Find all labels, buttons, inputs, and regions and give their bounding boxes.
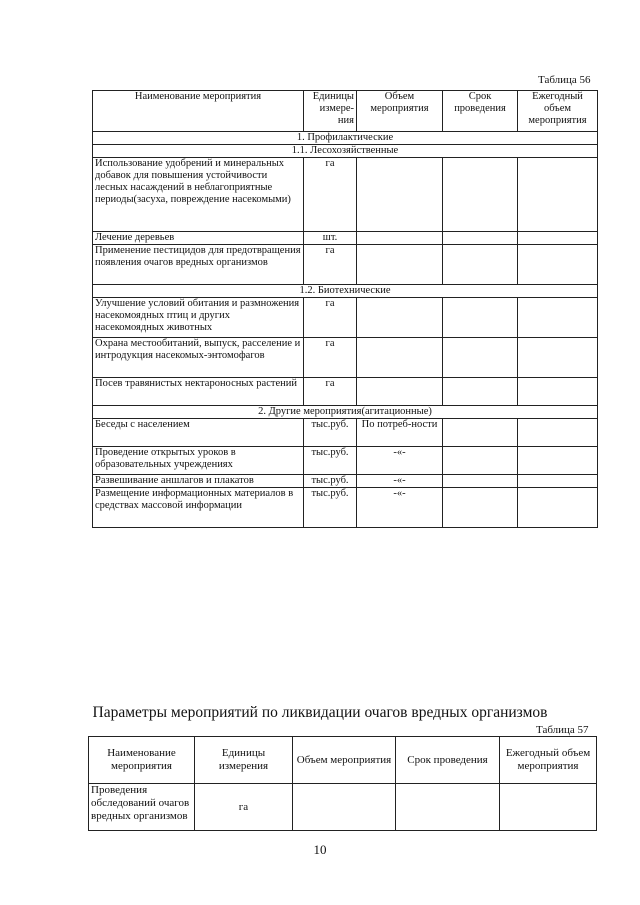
cell-name: Проведения обследований очагов вредных организмов bbox=[89, 784, 195, 831]
table-56-label: Таблица 56 bbox=[538, 74, 591, 86]
cell-term bbox=[396, 784, 500, 831]
table-row bbox=[93, 419, 598, 447]
header-volume: Объем мероприятия bbox=[357, 91, 443, 132]
table-57-label: Таблица 57 bbox=[536, 724, 589, 736]
section-title: 2. Другие мероприятия(агитационные) bbox=[93, 406, 598, 419]
cell-unit: тыс.руб. bbox=[304, 488, 357, 528]
cell-unit: тыс.руб. bbox=[304, 447, 357, 475]
cell-annual bbox=[518, 447, 598, 475]
cell-volume bbox=[357, 298, 443, 338]
header-name: Наименование мероприятия bbox=[93, 91, 304, 132]
table-row bbox=[93, 298, 598, 338]
cell-unit: га bbox=[304, 158, 357, 232]
page-number: 10 bbox=[313, 842, 327, 857]
cell-volume bbox=[357, 338, 443, 378]
cell-name: Размещение информационных материалов в средствах массовой информации bbox=[93, 488, 304, 528]
cell-annual bbox=[518, 232, 598, 245]
table-57-header-row bbox=[89, 737, 597, 784]
section-row bbox=[93, 406, 598, 419]
cell-annual bbox=[518, 298, 598, 338]
cell-unit: га bbox=[195, 784, 293, 831]
cell-name: Использование удобрений и минеральных добавок для повышения устойчивости лесных насаждений в неблагоприятные периоды(засуха, повреждение насекомыми) bbox=[93, 158, 304, 232]
cell-term bbox=[443, 488, 518, 528]
table-row bbox=[93, 158, 598, 232]
table-row bbox=[93, 245, 598, 285]
cell-unit: га bbox=[304, 378, 357, 406]
cell-term bbox=[443, 447, 518, 475]
table-row bbox=[93, 475, 598, 488]
table-row bbox=[93, 338, 598, 378]
cell-volume bbox=[357, 158, 443, 232]
cell-volume bbox=[357, 232, 443, 245]
cell-name: Развешивание аншлагов и плакатов bbox=[93, 475, 304, 488]
cell-name: Беседы с населением bbox=[93, 419, 304, 447]
cell-name: Применение пестицидов для предотвращения появления очагов вредных организмов bbox=[93, 245, 304, 285]
table-row bbox=[93, 232, 598, 245]
table-row bbox=[93, 488, 598, 528]
cell-unit: га bbox=[304, 298, 357, 338]
section-title: 1. Профилактические bbox=[93, 132, 598, 145]
header-annual: Ежегодный объем мероприятия bbox=[500, 737, 597, 784]
section-title: 1.1. Лесохозяйственные bbox=[93, 145, 598, 158]
table-row bbox=[89, 784, 597, 831]
cell-term bbox=[443, 378, 518, 406]
cell-term bbox=[443, 419, 518, 447]
header-name: Наименование мероприятия bbox=[89, 737, 195, 784]
cell-term bbox=[443, 475, 518, 488]
cell-term bbox=[443, 298, 518, 338]
cell-unit: тыс.руб. bbox=[304, 475, 357, 488]
cell-name: Улучшение условий обитания и размножения насекомоядных птиц и других насекомоядных животных bbox=[93, 298, 304, 338]
header-unit: Единицы измерения bbox=[195, 737, 293, 784]
table-row bbox=[93, 378, 598, 406]
cell-annual bbox=[518, 245, 598, 285]
cell-annual bbox=[518, 338, 598, 378]
header-annual: Ежегодный объем мероприятия bbox=[518, 91, 598, 132]
cell-term bbox=[443, 232, 518, 245]
cell-name: Охрана местообитаний, выпуск, расселение и интродукция насекомых-энтомофагов bbox=[93, 338, 304, 378]
cell-name: Посев травянистых нектароносных растений bbox=[93, 378, 304, 406]
section-row bbox=[93, 145, 598, 158]
cell-unit: тыс.руб. bbox=[304, 419, 357, 447]
section-title: 1.2. Биотехнические bbox=[93, 285, 598, 298]
cell-volume bbox=[293, 784, 396, 831]
cell-name: Лечение деревьев bbox=[93, 232, 304, 245]
cell-volume: -«- bbox=[357, 488, 443, 528]
header-volume: Объем мероприятия bbox=[293, 737, 396, 784]
cell-unit: шт. bbox=[304, 232, 357, 245]
table-row bbox=[93, 447, 598, 475]
cell-volume: -«- bbox=[357, 475, 443, 488]
cell-annual bbox=[518, 475, 598, 488]
section-row bbox=[93, 285, 598, 298]
cell-volume: -«- bbox=[357, 447, 443, 475]
header-term: Срок проведения bbox=[443, 91, 518, 132]
cell-name: Проведение открытых уроков в образовательных учреждениях bbox=[93, 447, 304, 475]
table-56 bbox=[92, 90, 598, 528]
table-57 bbox=[88, 736, 597, 831]
table-56-header-row bbox=[93, 91, 598, 132]
header-unit: Единицы измере-ния bbox=[304, 91, 357, 132]
cell-term bbox=[443, 158, 518, 232]
cell-annual bbox=[518, 488, 598, 528]
cell-annual bbox=[518, 378, 598, 406]
cell-volume bbox=[357, 378, 443, 406]
cell-volume: По потреб-ности bbox=[357, 419, 443, 447]
cell-volume bbox=[357, 245, 443, 285]
cell-unit: га bbox=[304, 338, 357, 378]
cell-term bbox=[443, 245, 518, 285]
cell-annual bbox=[500, 784, 597, 831]
section-row bbox=[93, 132, 598, 145]
cell-annual bbox=[518, 158, 598, 232]
cell-unit: га bbox=[304, 245, 357, 285]
cell-term bbox=[443, 338, 518, 378]
cell-annual bbox=[518, 419, 598, 447]
table-57-title: Параметры мероприятий по ликвидации очагов вредных организмов bbox=[92, 704, 548, 721]
header-term: Срок проведения bbox=[396, 737, 500, 784]
